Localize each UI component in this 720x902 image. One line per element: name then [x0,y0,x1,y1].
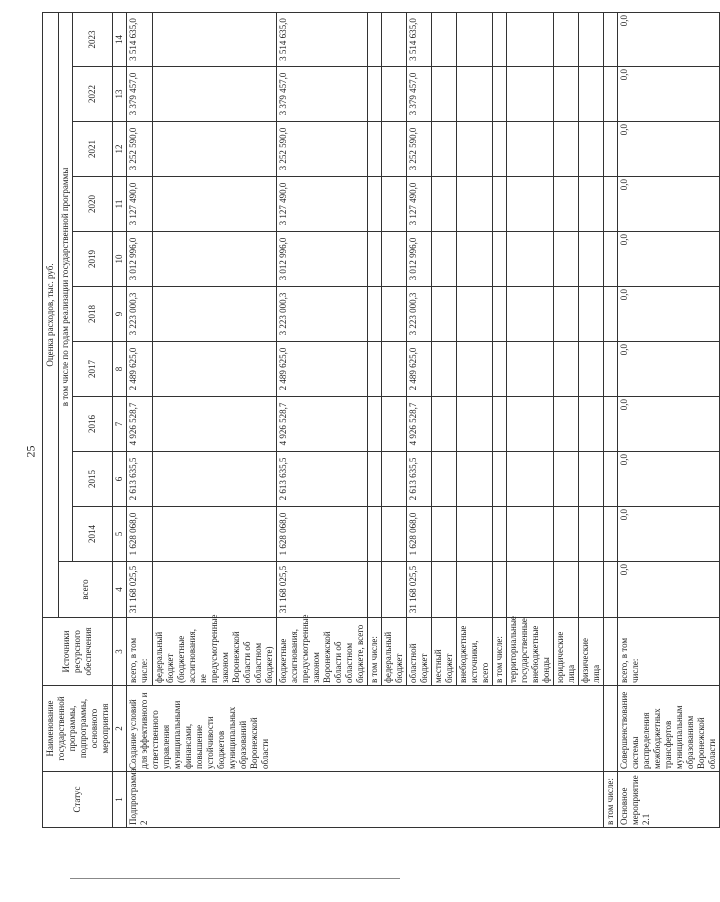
value-cell [457,177,493,232]
value-cell [579,342,604,397]
header-year: 2015 [73,452,113,507]
value-cell [579,13,604,67]
value-cell [153,397,277,452]
value-cell [554,177,579,232]
value-cell: 3 252 590,0 [277,122,368,177]
source-label: в том числе: [368,618,382,686]
column-number: 10 [113,232,127,287]
value-cell [457,342,493,397]
source-label: юридические лица [554,618,579,686]
header-year: 2023 [73,13,113,67]
value-cell: 3 127 490,0 [407,177,432,232]
source-label: областной бюджет [407,618,432,686]
value-cell: 0,0 [618,67,720,122]
empty-cell [604,562,618,618]
value-cell [493,13,507,67]
footer-rule [70,878,400,879]
value-cell [493,177,507,232]
value-cell [493,122,507,177]
value-cell [368,452,382,507]
value-cell: 0,0 [618,342,720,397]
header-sources: Источники ресурсного обеспечения [43,618,113,686]
value-cell [554,397,579,452]
header-estimate: Оценка расходов, тыс. руб. [43,13,59,618]
value-cell [432,177,457,232]
value-cell: 1 628 068,0 [127,507,153,562]
value-cell: 3 223 000,3 [127,287,153,342]
header-year: 2017 [73,342,113,397]
value-cell: 2 613 635,5 [127,452,153,507]
value-cell [493,452,507,507]
value-cell: 3 223 000,3 [277,287,368,342]
column-number: 5 [113,507,127,562]
value-cell [368,67,382,122]
column-number: 9 [113,287,127,342]
value-cell: 1 628 068,0 [407,507,432,562]
source-label: федеральный бюджет [382,618,407,686]
value-cell: 3 379 457,0 [277,67,368,122]
value-cell [554,452,579,507]
value-cell: 3 012 996,0 [407,232,432,287]
value-cell [579,232,604,287]
value-cell [368,177,382,232]
value-cell [507,232,554,287]
value-cell [153,67,277,122]
value-cell [579,67,604,122]
empty-cell [604,67,618,122]
empty-cell [604,618,618,686]
value-cell [554,67,579,122]
value-cell [579,562,604,618]
value-cell: 31 168 025,5 [127,562,153,618]
value-cell [554,287,579,342]
value-cell [457,232,493,287]
value-cell [554,122,579,177]
value-cell [153,13,277,67]
value-cell: 1 628 068,0 [277,507,368,562]
header-name: Наименование государственной программы, подпрограммы, основного мероприятия [43,686,113,772]
column-number: 13 [113,67,127,122]
value-cell [493,562,507,618]
value-cell [493,232,507,287]
value-cell: 3 514 635,0 [127,13,153,67]
empty-cell [604,686,618,772]
empty-cell [604,122,618,177]
empty-cell [604,452,618,507]
value-cell [432,397,457,452]
value-cell [432,67,457,122]
value-cell [507,122,554,177]
value-cell [153,342,277,397]
value-cell [432,232,457,287]
value-cell [382,562,407,618]
value-cell [153,122,277,177]
value-cell [579,287,604,342]
value-cell [432,287,457,342]
value-cell [579,177,604,232]
value-cell [432,507,457,562]
empty-cell [604,507,618,562]
header-by-years: в том числе по годам реализации государственной программы [59,13,73,562]
source-label: всего, в том числе: [127,618,153,686]
value-cell [368,507,382,562]
value-cell: 3 514 635,0 [277,13,368,67]
value-cell [432,13,457,67]
value-cell [382,397,407,452]
value-cell [382,342,407,397]
value-cell [368,397,382,452]
value-cell [507,507,554,562]
value-cell [457,507,493,562]
table-row [618,13,720,828]
value-cell [554,507,579,562]
value-cell: 3 252 590,0 [407,122,432,177]
value-cell: 3 379 457,0 [127,67,153,122]
empty-cell [604,342,618,397]
value-cell [493,67,507,122]
value-cell [368,562,382,618]
value-cell [493,287,507,342]
source-label: физические лица [579,618,604,686]
column-number: 1 [113,772,127,828]
value-cell: 4 926 528,7 [407,397,432,452]
value-cell [153,452,277,507]
value-cell [382,507,407,562]
column-number: 4 [113,562,127,618]
source-label: бюджетные ассигнования, предусмотренные законом Воронежской области об областном бюджете, всего [277,618,368,686]
table-row [604,13,618,828]
value-cell: 3 012 996,0 [127,232,153,287]
value-cell [579,507,604,562]
value-cell: 0,0 [618,122,720,177]
value-cell: 0,0 [618,452,720,507]
value-cell [382,67,407,122]
source-label: внебюджетные источники, всего [457,618,493,686]
value-cell [153,287,277,342]
value-cell: 0,0 [618,177,720,232]
value-cell [579,397,604,452]
source-label: территориальные государственные внебюджетные фонды [507,618,554,686]
value-cell [457,562,493,618]
value-cell: 4 926 528,7 [277,397,368,452]
header-year: 2018 [73,287,113,342]
value-cell [457,287,493,342]
value-cell [432,452,457,507]
in-that-number-label: в том числе: [604,772,618,828]
value-cell [457,122,493,177]
value-cell [554,13,579,67]
value-cell [432,122,457,177]
value-cell [507,67,554,122]
value-cell [153,562,277,618]
value-cell [368,13,382,67]
value-cell [507,342,554,397]
expenditure-table [42,12,720,828]
value-cell: 0,0 [618,232,720,287]
value-cell [382,232,407,287]
column-number: 7 [113,397,127,452]
column-number: 12 [113,122,127,177]
header-year: 2014 [73,507,113,562]
source-label: в том числе: [493,618,507,686]
value-cell [554,232,579,287]
value-cell: 0,0 [618,287,720,342]
value-cell [457,13,493,67]
value-cell: 4 926 528,7 [127,397,153,452]
value-cell [153,177,277,232]
source-label: местный бюджет [432,618,457,686]
value-cell [153,507,277,562]
value-cell: 3 012 996,0 [277,232,368,287]
measure-source: всего, в том числе: [618,618,720,686]
value-cell [432,562,457,618]
value-cell: 3 127 490,0 [277,177,368,232]
value-cell: 3 379 457,0 [407,67,432,122]
value-cell [382,122,407,177]
value-cell: 0,0 [618,13,720,67]
value-cell: 3 223 000,3 [407,287,432,342]
value-cell [507,562,554,618]
value-cell [507,452,554,507]
value-cell [493,397,507,452]
header-year: 2019 [73,232,113,287]
value-cell [457,67,493,122]
measure-name: Совершенствование системы распределения межбюджетных трансфертов муниципальным образованиям Воронежской области [618,686,720,772]
value-cell [368,122,382,177]
value-cell: 0,0 [618,397,720,452]
table-row [127,13,153,828]
value-cell: 0,0 [618,562,720,618]
empty-cell [604,13,618,67]
value-cell [382,452,407,507]
value-cell: 3 514 635,0 [407,13,432,67]
empty-cell [604,397,618,452]
value-cell [493,342,507,397]
value-cell [554,342,579,397]
value-cell [493,507,507,562]
value-cell [579,452,604,507]
header-status: Статус [43,772,113,828]
value-cell [507,287,554,342]
header-year: 2020 [73,177,113,232]
value-cell: 2 489 625,0 [277,342,368,397]
source-label: федеральный бюджет (бюджетные ассигнования, не предусмотренные законом Воронежской области об областном бюджете) [153,618,277,686]
value-cell: 31 168 025,5 [407,562,432,618]
value-cell [457,452,493,507]
value-cell: 0,0 [618,507,720,562]
value-cell [507,397,554,452]
column-number: 6 [113,452,127,507]
value-cell: 2 489 625,0 [127,342,153,397]
column-number: 3 [113,618,127,686]
empty-cell [604,177,618,232]
page-number: 25 [23,445,38,458]
value-cell [507,13,554,67]
value-cell [368,232,382,287]
subprogram-status: Подпрограмма 2 [127,772,604,828]
value-cell: 2 613 635,5 [277,452,368,507]
value-cell [432,342,457,397]
value-cell: 3 127 490,0 [127,177,153,232]
measure-status: Основное мероприятие 2.1 [618,772,720,828]
column-number: 2 [113,686,127,772]
header-year: 2022 [73,67,113,122]
value-cell [554,562,579,618]
column-number: 8 [113,342,127,397]
header-year: 2016 [73,397,113,452]
column-number: 14 [113,13,127,67]
value-cell [507,177,554,232]
value-cell [382,13,407,67]
value-cell: 2 489 625,0 [407,342,432,397]
empty-cell [604,287,618,342]
value-cell [382,287,407,342]
value-cell [579,122,604,177]
subprogram-name: Создание условий для эффективного и ответственного управления муниципальными финансами, повышение устойчивости бюджетов муниципальных образований Воронежской области [127,686,604,772]
value-cell [368,342,382,397]
header-year: 2021 [73,122,113,177]
value-cell [368,287,382,342]
value-cell [457,397,493,452]
rotated-page [42,13,717,828]
value-cell: 3 252 590,0 [127,122,153,177]
header-total: всего [59,562,113,618]
value-cell: 31 168 025,5 [277,562,368,618]
value-cell [382,177,407,232]
empty-cell [604,232,618,287]
value-cell [153,232,277,287]
column-number: 11 [113,177,127,232]
value-cell: 2 613 635,5 [407,452,432,507]
